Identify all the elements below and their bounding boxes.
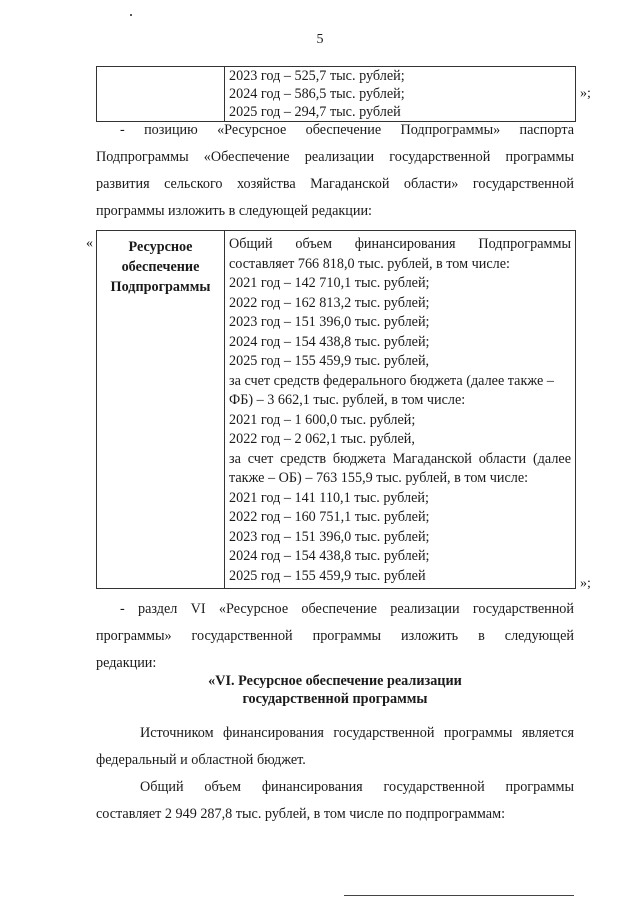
resource-line: 2021 год – 1 600,0 тыс. рублей;	[229, 411, 416, 428]
body-line: Источником финансирования государственной программы является	[140, 725, 574, 741]
body-paragraph-2	[96, 774, 574, 828]
previous-table-line: 2023 год – 525,7 тыс. рублей;	[229, 68, 405, 84]
intro-line: развития сельского хозяйства Магаданской области» государственной	[96, 176, 574, 192]
resource-line: 2022 год – 2 062,1 тыс. рублей,	[229, 431, 415, 447]
resource-table-label-line: Ресурсное	[128, 239, 193, 255]
section-heading-line: государственной программы	[242, 691, 428, 707]
resource-line: ФБ) – 3 662,1 тыс. рублей, в том числе:	[229, 392, 466, 408]
resource-line: 2022 год – 162 813,2 тыс. рублей;	[229, 294, 430, 311]
section-line: - раздел VI «Ресурсное обеспечение реализации государственной	[120, 601, 574, 617]
page-number: 5	[316, 32, 324, 47]
body-line: федеральный и областной бюджет.	[96, 752, 306, 768]
section-line: программы» государственной программы изложить в следующей	[96, 628, 574, 644]
intro-line: Подпрограммы «Обеспечение реализации государственной программы	[96, 149, 574, 165]
section-line: редакции:	[96, 655, 157, 671]
previous-table-line: 2024 год – 586,5 тыс. рублей;	[229, 86, 405, 102]
resource-line: за счет средств бюджета Магаданской области (далее	[229, 450, 571, 467]
resource-line: 2021 год – 141 110,1 тыс. рублей;	[229, 489, 429, 506]
resource-table-label-line: обеспечение	[121, 259, 200, 275]
resource-table-open-mark: «	[86, 236, 93, 251]
scan-speck	[130, 14, 132, 16]
resource-table-label-cell	[97, 231, 225, 589]
resource-line: 2023 год – 151 396,0 тыс. рублей;	[229, 528, 430, 545]
body-line: Общий объем финансирования государственной программы	[140, 779, 574, 795]
resource-line: также – ОБ) – 763 155,9 тыс. рублей, в том числе:	[229, 470, 529, 486]
resource-line: 2024 год – 154 438,8 тыс. рублей;	[229, 548, 430, 564]
previous-table-line: 2025 год – 294,7 тыс. рублей	[229, 104, 401, 120]
previous-resource-table	[96, 66, 576, 122]
resource-line: 2023 год – 151 396,0 тыс. рублей;	[229, 314, 430, 330]
section-heading-line: «VI. Ресурсное обеспечение реализации	[208, 673, 462, 689]
resource-table	[96, 230, 576, 589]
previous-table-close-mark: »;	[580, 86, 591, 101]
resource-line: 2024 год – 154 438,8 тыс. рублей;	[229, 333, 430, 350]
intro-line: - позицию «Ресурсное обеспечение Подпрограммы» паспорта	[120, 122, 574, 138]
resource-line: за счет средств федерального бюджета (далее также –	[229, 372, 554, 389]
bottom-rule	[344, 895, 574, 896]
resource-table-label-line: Подпрограммы	[110, 279, 211, 295]
resource-line: Общий объем финансирования Подпрограммы	[229, 236, 571, 252]
resource-line: составляет 766 818,0 тыс. рублей, в том числе:	[229, 255, 510, 272]
previous-table-values-cell	[225, 67, 576, 122]
section-paragraph	[96, 596, 574, 677]
resource-table-values-cell	[225, 231, 576, 589]
body-line: составляет 2 949 287,8 тыс. рублей, в том числе по подпрограммам:	[96, 806, 506, 822]
resource-line: 2022 год – 160 751,1 тыс. рублей;	[229, 509, 430, 525]
resource-line: 2025 год – 155 459,9 тыс. рублей,	[229, 353, 430, 369]
body-paragraph-1	[96, 720, 574, 774]
resource-line: 2021 год – 142 710,1 тыс. рублей;	[229, 275, 430, 291]
resource-table-close-mark: »;	[580, 576, 591, 591]
previous-table-empty-cell	[97, 67, 225, 122]
section-heading	[96, 672, 574, 708]
resource-line: 2025 год – 155 459,9 тыс. рублей	[229, 567, 426, 584]
intro-line: программы изложить в следующей редакции:	[96, 203, 372, 219]
intro-paragraph	[96, 117, 574, 225]
